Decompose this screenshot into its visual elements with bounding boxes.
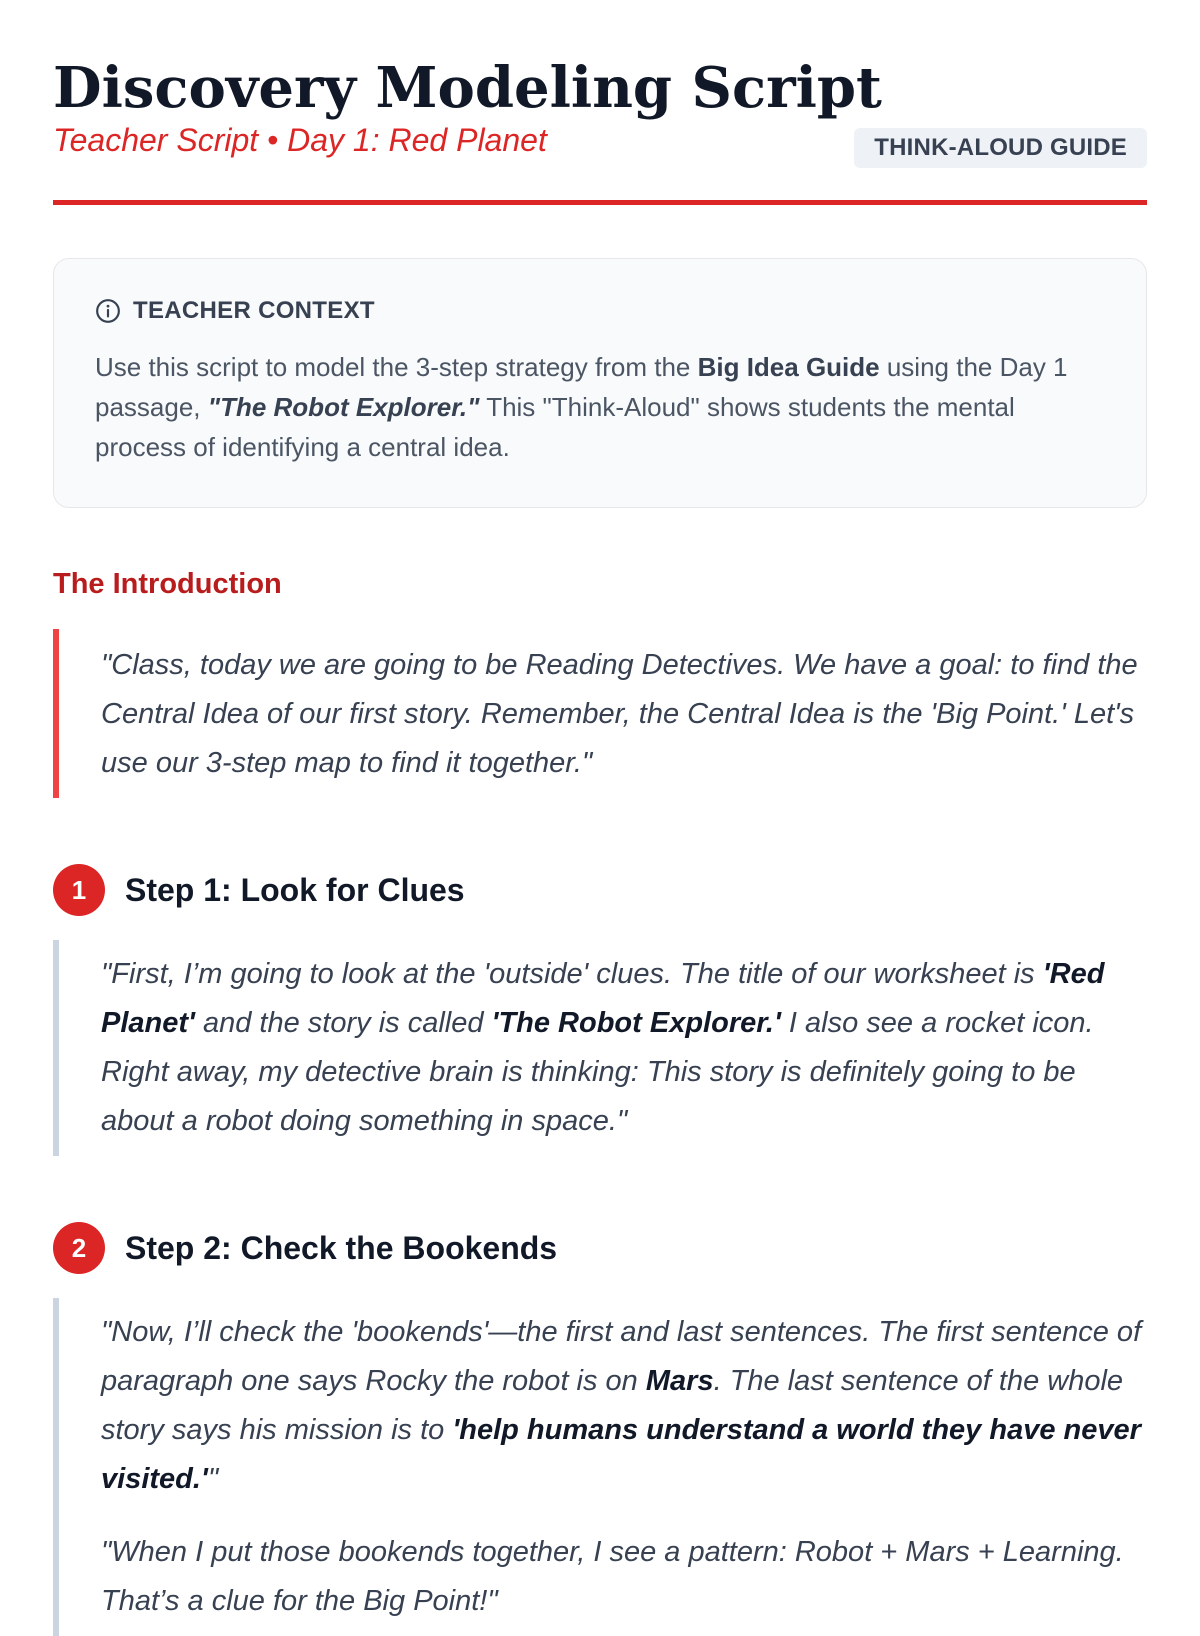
worksheet-title-ref: 'Red Planet'	[101, 958, 1105, 1039]
step-2-title: Step 2: Check the Bookends	[125, 1229, 558, 1266]
introduction-quote: "Class, today we are going to be Reading Detectives. We have a goal: to find the Central Idea of our first story. Remember, the Central Idea is the 'Big Point.' Let's use our 3-step map to find it together."	[53, 629, 1147, 798]
teacher-context-text	[95, 347, 1105, 467]
step-2-text-3: "	[207, 1463, 219, 1495]
header	[53, 0, 1147, 205]
passage-title-ref: "The Robot Explorer."	[207, 392, 480, 422]
step-1-paragraph	[101, 950, 1147, 1146]
step-1-quote	[53, 940, 1147, 1156]
page-title: Discovery Modeling Script	[53, 55, 882, 121]
context-text-3: This "Think-Aloud" shows students the mental process of identifying a central idea.	[95, 392, 1015, 462]
step-1-header	[53, 864, 1147, 916]
step-2-number-badge: 2	[53, 1222, 105, 1274]
think-aloud-badge: THINK-ALOUD GUIDE	[854, 128, 1147, 168]
big-idea-guide-ref: Big Idea Guide	[697, 352, 880, 382]
step-2-paragraph-1	[101, 1308, 1147, 1504]
step-1-text-2: and the story is called	[194, 1007, 492, 1039]
mission-quote-ref: 'help humans understand a world they have never visited.'	[101, 1414, 1141, 1495]
step-2-quote	[53, 1298, 1147, 1636]
page-subtitle: Teacher Script • Day 1: Red Planet	[53, 122, 547, 158]
step-1-number-badge: 1	[53, 864, 105, 916]
context-text-2: using the Day 1 passage,	[95, 352, 1068, 422]
step-1-title: Step 1: Look for Clues	[125, 871, 465, 908]
introduction-heading: The Introduction	[53, 568, 282, 600]
step-1-text-3: I also see a rocket icon. Right away, my detective brain is thinking: This story is definitely going to be about a robot doing something in space."	[101, 1007, 1094, 1137]
step-2-text-1: "Now, I’ll check the 'bookends'—the first and last sentences. The first sentence of paragraph one says Rocky the robot is on	[101, 1316, 1142, 1397]
teacher-context-card	[53, 258, 1147, 508]
info-circle-icon	[95, 298, 121, 324]
story-title-ref: 'The Robot Explorer.'	[491, 1007, 781, 1039]
step-1-text-1: "First, I’m going to look at the 'outside' clues. The title of our worksheet is	[101, 958, 1043, 990]
step-2-paragraph-2: "When I put those bookends together, I see a pattern: Robot + Mars + Learning. That’s a clue for the Big Point!"	[101, 1536, 1124, 1617]
mars-ref: Mars	[645, 1365, 714, 1397]
step-2-text-2: . The last sentence of the whole story says his mission is to	[101, 1365, 1124, 1446]
teacher-context-label: TEACHER CONTEXT	[133, 297, 375, 324]
teacher-context-heading	[95, 297, 1105, 325]
step-2-header	[53, 1222, 1147, 1274]
context-text-1: Use this script to model the 3-step strategy from the	[95, 352, 698, 382]
